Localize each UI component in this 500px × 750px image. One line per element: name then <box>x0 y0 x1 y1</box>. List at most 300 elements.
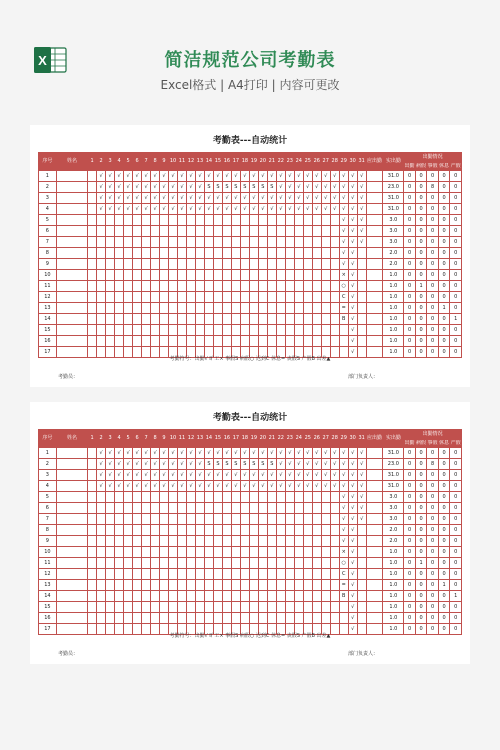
cell-day-mark[interactable] <box>195 292 204 303</box>
cell-day-mark[interactable]: √ <box>258 448 267 459</box>
cell-day-mark[interactable] <box>321 492 330 503</box>
cell-day-mark[interactable]: √ <box>339 492 348 503</box>
cell-day-mark[interactable]: S <box>267 459 276 470</box>
cell-day-mark[interactable] <box>231 547 240 558</box>
cell-day-mark[interactable] <box>303 215 312 226</box>
cell-day-mark[interactable] <box>195 248 204 259</box>
cell-day-mark[interactable]: S <box>222 459 231 470</box>
cell-day-mark[interactable] <box>222 237 231 248</box>
cell-day-mark[interactable] <box>240 569 249 580</box>
cell-day-mark[interactable] <box>151 226 160 237</box>
cell-day-mark[interactable] <box>357 580 366 591</box>
cell-day-mark[interactable] <box>142 569 151 580</box>
cell-day-mark[interactable] <box>133 336 142 347</box>
cell-status-count[interactable]: 0 <box>415 525 427 536</box>
cell-status-count[interactable]: 0 <box>404 492 416 503</box>
cell-status-count[interactable]: 0 <box>415 448 427 459</box>
cell-day-mark[interactable]: √ <box>151 193 160 204</box>
cell-day-mark[interactable]: S <box>249 182 258 193</box>
cell-day-mark[interactable]: √ <box>285 470 294 481</box>
cell-day-mark[interactable] <box>115 237 124 248</box>
cell-day-mark[interactable]: √ <box>178 171 187 182</box>
cell-day-mark[interactable] <box>115 547 124 558</box>
cell-day-mark[interactable] <box>240 525 249 536</box>
cell-day-mark[interactable] <box>204 492 213 503</box>
cell-day-mark[interactable]: √ <box>339 514 348 525</box>
cell-day-mark[interactable] <box>124 314 133 325</box>
cell-day-mark[interactable] <box>303 536 312 547</box>
cell-status-count[interactable]: 0 <box>450 525 462 536</box>
cell-day-mark[interactable] <box>115 314 124 325</box>
cell-name[interactable] <box>56 204 87 215</box>
cell-day-mark[interactable] <box>204 259 213 270</box>
cell-day-mark[interactable] <box>303 237 312 248</box>
cell-day-mark[interactable] <box>142 547 151 558</box>
cell-day-mark[interactable] <box>133 314 142 325</box>
cell-day-mark[interactable] <box>258 514 267 525</box>
cell-actual[interactable]: 1.0 <box>383 558 404 569</box>
cell-status-count[interactable]: 0 <box>427 270 439 281</box>
cell-day-mark[interactable] <box>240 613 249 624</box>
cell-day-mark[interactable] <box>312 569 321 580</box>
cell-day-mark[interactable] <box>106 558 115 569</box>
cell-day-mark[interactable] <box>186 569 195 580</box>
cell-day-mark[interactable] <box>276 215 285 226</box>
cell-day-mark[interactable]: √ <box>195 448 204 459</box>
cell-should[interactable] <box>366 503 383 514</box>
cell-day-mark[interactable] <box>249 303 258 314</box>
cell-day-mark[interactable] <box>312 248 321 259</box>
cell-day-mark[interactable] <box>231 325 240 336</box>
cell-day-mark[interactable] <box>357 547 366 558</box>
cell-day-mark[interactable] <box>169 303 178 314</box>
cell-name[interactable] <box>56 325 87 336</box>
cell-day-mark[interactable] <box>357 613 366 624</box>
cell-status-count[interactable]: 0 <box>404 204 416 215</box>
cell-day-mark[interactable] <box>88 314 97 325</box>
cell-day-mark[interactable]: √ <box>330 171 339 182</box>
cell-status-count[interactable]: 0 <box>427 215 439 226</box>
cell-status-count[interactable]: 0 <box>438 259 450 270</box>
cell-day-mark[interactable] <box>133 591 142 602</box>
cell-day-mark[interactable] <box>231 525 240 536</box>
cell-status-count[interactable]: 0 <box>404 613 416 624</box>
cell-day-mark[interactable] <box>124 536 133 547</box>
cell-day-mark[interactable]: √ <box>276 448 285 459</box>
cell-day-mark[interactable]: √ <box>348 303 357 314</box>
cell-status-count[interactable]: 0 <box>427 259 439 270</box>
cell-day-mark[interactable] <box>97 525 106 536</box>
cell-day-mark[interactable] <box>330 215 339 226</box>
cell-day-mark[interactable] <box>294 314 303 325</box>
cell-day-mark[interactable] <box>294 259 303 270</box>
cell-day-mark[interactable]: S <box>222 182 231 193</box>
cell-day-mark[interactable] <box>106 602 115 613</box>
cell-day-mark[interactable] <box>142 558 151 569</box>
cell-day-mark[interactable]: √ <box>222 448 231 459</box>
cell-status-count[interactable]: 0 <box>404 226 416 237</box>
cell-status-count[interactable]: 0 <box>438 314 450 325</box>
cell-day-mark[interactable] <box>222 248 231 259</box>
cell-day-mark[interactable] <box>186 237 195 248</box>
cell-day-mark[interactable] <box>186 580 195 591</box>
cell-day-mark[interactable] <box>312 580 321 591</box>
cell-day-mark[interactable] <box>115 248 124 259</box>
cell-day-mark[interactable] <box>88 171 97 182</box>
cell-day-mark[interactable] <box>142 613 151 624</box>
cell-seq[interactable]: 10 <box>39 270 57 281</box>
cell-day-mark[interactable] <box>240 547 249 558</box>
cell-status-count[interactable]: 0 <box>415 613 427 624</box>
cell-day-mark[interactable]: √ <box>276 459 285 470</box>
cell-seq[interactable]: 11 <box>39 281 57 292</box>
cell-day-mark[interactable]: √ <box>294 204 303 215</box>
cell-day-mark[interactable] <box>213 547 222 558</box>
cell-day-mark[interactable] <box>160 325 169 336</box>
cell-day-mark[interactable]: √ <box>204 448 213 459</box>
cell-status-count[interactable]: 0 <box>427 171 439 182</box>
cell-status-count[interactable]: 0 <box>438 536 450 547</box>
cell-day-mark[interactable] <box>267 270 276 281</box>
cell-should[interactable] <box>366 336 383 347</box>
cell-day-mark[interactable] <box>169 248 178 259</box>
cell-day-mark[interactable] <box>285 281 294 292</box>
cell-day-mark[interactable] <box>133 547 142 558</box>
cell-day-mark[interactable] <box>303 259 312 270</box>
cell-actual[interactable]: 1.0 <box>383 624 404 635</box>
cell-status-count[interactable]: 0 <box>438 481 450 492</box>
cell-status-count[interactable]: 0 <box>427 624 439 635</box>
cell-day-mark[interactable] <box>276 569 285 580</box>
cell-day-mark[interactable]: S <box>258 182 267 193</box>
cell-actual[interactable]: 31.0 <box>383 171 404 182</box>
cell-name[interactable] <box>56 470 87 481</box>
cell-status-count[interactable]: 1 <box>415 281 427 292</box>
cell-day-mark[interactable] <box>160 270 169 281</box>
cell-day-mark[interactable] <box>115 569 124 580</box>
cell-day-mark[interactable] <box>357 591 366 602</box>
cell-day-mark[interactable] <box>330 602 339 613</box>
cell-seq[interactable]: 3 <box>39 193 57 204</box>
cell-status-count[interactable]: 0 <box>450 193 462 204</box>
cell-day-mark[interactable]: √ <box>312 171 321 182</box>
cell-day-mark[interactable]: √ <box>222 470 231 481</box>
cell-day-mark[interactable] <box>303 602 312 613</box>
cell-day-mark[interactable]: √ <box>97 204 106 215</box>
cell-day-mark[interactable]: √ <box>339 459 348 470</box>
cell-day-mark[interactable] <box>222 215 231 226</box>
cell-day-mark[interactable]: √ <box>186 171 195 182</box>
cell-status-count[interactable]: 0 <box>404 347 416 358</box>
cell-should[interactable] <box>366 525 383 536</box>
cell-day-mark[interactable]: √ <box>348 547 357 558</box>
cell-day-mark[interactable] <box>258 292 267 303</box>
cell-status-count[interactable]: 0 <box>415 237 427 248</box>
cell-day-mark[interactable] <box>124 525 133 536</box>
cell-day-mark[interactable] <box>231 292 240 303</box>
cell-day-mark[interactable] <box>222 325 231 336</box>
cell-day-mark[interactable]: √ <box>178 470 187 481</box>
cell-day-mark[interactable] <box>294 569 303 580</box>
cell-day-mark[interactable] <box>133 613 142 624</box>
cell-day-mark[interactable] <box>124 503 133 514</box>
cell-day-mark[interactable] <box>106 569 115 580</box>
cell-day-mark[interactable] <box>88 558 97 569</box>
cell-day-mark[interactable] <box>186 325 195 336</box>
cell-day-mark[interactable]: S <box>258 459 267 470</box>
cell-day-mark[interactable]: √ <box>142 204 151 215</box>
cell-day-mark[interactable] <box>106 237 115 248</box>
cell-day-mark[interactable] <box>330 226 339 237</box>
cell-status-count[interactable]: 0 <box>450 547 462 558</box>
cell-day-mark[interactable] <box>330 525 339 536</box>
cell-day-mark[interactable]: √ <box>303 193 312 204</box>
cell-day-mark[interactable] <box>178 270 187 281</box>
cell-day-mark[interactable]: √ <box>204 171 213 182</box>
cell-day-mark[interactable]: √ <box>186 448 195 459</box>
cell-should[interactable] <box>366 459 383 470</box>
cell-status-count[interactable]: 0 <box>450 481 462 492</box>
cell-day-mark[interactable] <box>97 237 106 248</box>
cell-should[interactable] <box>366 569 383 580</box>
cell-day-mark[interactable]: √ <box>303 470 312 481</box>
cell-seq[interactable]: 2 <box>39 459 57 470</box>
cell-day-mark[interactable] <box>160 314 169 325</box>
cell-name[interactable] <box>56 182 87 193</box>
cell-day-mark[interactable] <box>97 325 106 336</box>
cell-day-mark[interactable]: √ <box>267 193 276 204</box>
cell-status-count[interactable]: 0 <box>450 281 462 292</box>
cell-day-mark[interactable] <box>115 259 124 270</box>
cell-day-mark[interactable]: √ <box>178 204 187 215</box>
cell-status-count[interactable]: 0 <box>450 336 462 347</box>
cell-day-mark[interactable] <box>285 602 294 613</box>
cell-day-mark[interactable]: √ <box>160 204 169 215</box>
cell-day-mark[interactable] <box>213 303 222 314</box>
cell-day-mark[interactable] <box>330 270 339 281</box>
cell-day-mark[interactable]: √ <box>285 448 294 459</box>
cell-day-mark[interactable]: √ <box>348 624 357 635</box>
cell-day-mark[interactable]: S <box>213 459 222 470</box>
cell-day-mark[interactable] <box>142 259 151 270</box>
cell-day-mark[interactable] <box>276 303 285 314</box>
cell-day-mark[interactable]: √ <box>249 171 258 182</box>
cell-day-mark[interactable] <box>312 525 321 536</box>
cell-day-mark[interactable] <box>213 292 222 303</box>
cell-day-mark[interactable] <box>133 580 142 591</box>
cell-day-mark[interactable] <box>330 281 339 292</box>
cell-day-mark[interactable] <box>124 569 133 580</box>
cell-day-mark[interactable]: √ <box>357 514 366 525</box>
cell-day-mark[interactable] <box>312 215 321 226</box>
cell-day-mark[interactable] <box>330 336 339 347</box>
cell-seq[interactable]: 3 <box>39 470 57 481</box>
cell-day-mark[interactable] <box>213 503 222 514</box>
cell-status-count[interactable]: 0 <box>404 448 416 459</box>
cell-day-mark[interactable] <box>321 336 330 347</box>
cell-day-mark[interactable]: √ <box>160 470 169 481</box>
cell-day-mark[interactable]: √ <box>204 470 213 481</box>
cell-day-mark[interactable] <box>249 237 258 248</box>
cell-day-mark[interactable]: √ <box>339 503 348 514</box>
cell-status-count[interactable]: 0 <box>415 481 427 492</box>
cell-day-mark[interactable]: × <box>339 547 348 558</box>
cell-day-mark[interactable]: √ <box>267 171 276 182</box>
cell-status-count[interactable]: 0 <box>404 580 416 591</box>
cell-day-mark[interactable] <box>106 314 115 325</box>
cell-should[interactable] <box>366 448 383 459</box>
cell-day-mark[interactable]: √ <box>348 470 357 481</box>
cell-day-mark[interactable]: √ <box>142 470 151 481</box>
cell-day-mark[interactable] <box>267 569 276 580</box>
cell-day-mark[interactable] <box>285 259 294 270</box>
cell-day-mark[interactable] <box>294 303 303 314</box>
cell-day-mark[interactable] <box>186 292 195 303</box>
cell-should[interactable] <box>366 171 383 182</box>
cell-status-count[interactable]: 0 <box>415 624 427 635</box>
cell-day-mark[interactable]: √ <box>339 536 348 547</box>
cell-day-mark[interactable]: √ <box>321 448 330 459</box>
cell-status-count[interactable]: 0 <box>450 569 462 580</box>
cell-day-mark[interactable] <box>115 525 124 536</box>
cell-status-count[interactable]: 0 <box>427 591 439 602</box>
cell-day-mark[interactable] <box>151 270 160 281</box>
cell-should[interactable] <box>366 470 383 481</box>
cell-should[interactable] <box>366 303 383 314</box>
cell-day-mark[interactable]: √ <box>348 481 357 492</box>
cell-day-mark[interactable] <box>160 569 169 580</box>
cell-status-count[interactable]: 0 <box>438 525 450 536</box>
cell-status-count[interactable]: 0 <box>450 248 462 259</box>
cell-day-mark[interactable] <box>186 248 195 259</box>
cell-day-mark[interactable] <box>312 303 321 314</box>
cell-day-mark[interactable] <box>213 325 222 336</box>
cell-day-mark[interactable] <box>312 237 321 248</box>
cell-day-mark[interactable] <box>294 248 303 259</box>
cell-day-mark[interactable] <box>240 270 249 281</box>
cell-day-mark[interactable] <box>186 503 195 514</box>
cell-status-count[interactable]: 0 <box>450 448 462 459</box>
cell-day-mark[interactable] <box>222 292 231 303</box>
cell-day-mark[interactable]: ○ <box>339 281 348 292</box>
cell-status-count[interactable]: 0 <box>450 503 462 514</box>
cell-day-mark[interactable] <box>142 281 151 292</box>
cell-day-mark[interactable] <box>267 248 276 259</box>
cell-day-mark[interactable] <box>267 536 276 547</box>
cell-day-mark[interactable]: S <box>231 459 240 470</box>
cell-day-mark[interactable] <box>231 259 240 270</box>
cell-day-mark[interactable] <box>160 503 169 514</box>
cell-day-mark[interactable] <box>88 237 97 248</box>
cell-day-mark[interactable] <box>142 492 151 503</box>
cell-status-count[interactable]: 0 <box>404 503 416 514</box>
cell-day-mark[interactable] <box>294 325 303 336</box>
cell-day-mark[interactable] <box>285 525 294 536</box>
cell-status-count[interactable]: 0 <box>415 215 427 226</box>
cell-day-mark[interactable] <box>169 547 178 558</box>
cell-day-mark[interactable] <box>106 215 115 226</box>
cell-day-mark[interactable] <box>133 558 142 569</box>
cell-day-mark[interactable] <box>267 237 276 248</box>
cell-day-mark[interactable] <box>160 303 169 314</box>
cell-day-mark[interactable] <box>285 569 294 580</box>
cell-day-mark[interactable] <box>294 226 303 237</box>
cell-day-mark[interactable]: √ <box>285 193 294 204</box>
cell-day-mark[interactable] <box>88 481 97 492</box>
cell-day-mark[interactable]: √ <box>133 481 142 492</box>
cell-day-mark[interactable] <box>276 514 285 525</box>
cell-day-mark[interactable]: C <box>339 292 348 303</box>
cell-day-mark[interactable] <box>115 503 124 514</box>
cell-day-mark[interactable] <box>285 503 294 514</box>
cell-day-mark[interactable] <box>213 226 222 237</box>
cell-seq[interactable]: 16 <box>39 336 57 347</box>
cell-day-mark[interactable] <box>178 536 187 547</box>
cell-day-mark[interactable] <box>160 602 169 613</box>
cell-day-mark[interactable]: √ <box>231 204 240 215</box>
cell-day-mark[interactable]: √ <box>285 182 294 193</box>
cell-day-mark[interactable] <box>321 248 330 259</box>
cell-day-mark[interactable] <box>276 613 285 624</box>
cell-day-mark[interactable] <box>357 303 366 314</box>
cell-day-mark[interactable]: √ <box>339 470 348 481</box>
cell-day-mark[interactable] <box>151 602 160 613</box>
cell-day-mark[interactable] <box>231 226 240 237</box>
cell-day-mark[interactable] <box>115 514 124 525</box>
cell-day-mark[interactable]: S <box>240 182 249 193</box>
cell-day-mark[interactable] <box>106 281 115 292</box>
cell-day-mark[interactable]: S <box>240 459 249 470</box>
cell-day-mark[interactable] <box>312 492 321 503</box>
cell-day-mark[interactable]: √ <box>303 448 312 459</box>
cell-actual[interactable]: 1.0 <box>383 569 404 580</box>
cell-day-mark[interactable] <box>124 514 133 525</box>
cell-day-mark[interactable] <box>88 336 97 347</box>
cell-day-mark[interactable] <box>160 514 169 525</box>
cell-day-mark[interactable]: √ <box>151 448 160 459</box>
cell-day-mark[interactable]: √ <box>357 171 366 182</box>
cell-status-count[interactable]: 0 <box>438 558 450 569</box>
cell-should[interactable] <box>366 248 383 259</box>
cell-day-mark[interactable] <box>124 237 133 248</box>
cell-day-mark[interactable]: √ <box>240 481 249 492</box>
cell-should[interactable] <box>366 613 383 624</box>
cell-status-count[interactable]: 0 <box>415 459 427 470</box>
cell-day-mark[interactable]: √ <box>357 193 366 204</box>
cell-day-mark[interactable] <box>97 259 106 270</box>
cell-day-mark[interactable] <box>133 602 142 613</box>
cell-day-mark[interactable] <box>88 569 97 580</box>
cell-day-mark[interactable]: √ <box>222 193 231 204</box>
cell-day-mark[interactable] <box>160 536 169 547</box>
cell-day-mark[interactable] <box>169 336 178 347</box>
cell-status-count[interactable]: 0 <box>415 314 427 325</box>
cell-day-mark[interactable] <box>231 237 240 248</box>
cell-day-mark[interactable] <box>330 580 339 591</box>
cell-day-mark[interactable] <box>115 492 124 503</box>
cell-day-mark[interactable] <box>294 281 303 292</box>
cell-day-mark[interactable]: √ <box>106 459 115 470</box>
cell-day-mark[interactable] <box>249 613 258 624</box>
cell-day-mark[interactable] <box>222 602 231 613</box>
cell-day-mark[interactable] <box>124 248 133 259</box>
cell-day-mark[interactable]: √ <box>312 470 321 481</box>
cell-day-mark[interactable] <box>231 536 240 547</box>
cell-status-count[interactable]: 0 <box>404 536 416 547</box>
cell-day-mark[interactable] <box>321 325 330 336</box>
cell-day-mark[interactable] <box>321 525 330 536</box>
cell-seq[interactable]: 5 <box>39 492 57 503</box>
